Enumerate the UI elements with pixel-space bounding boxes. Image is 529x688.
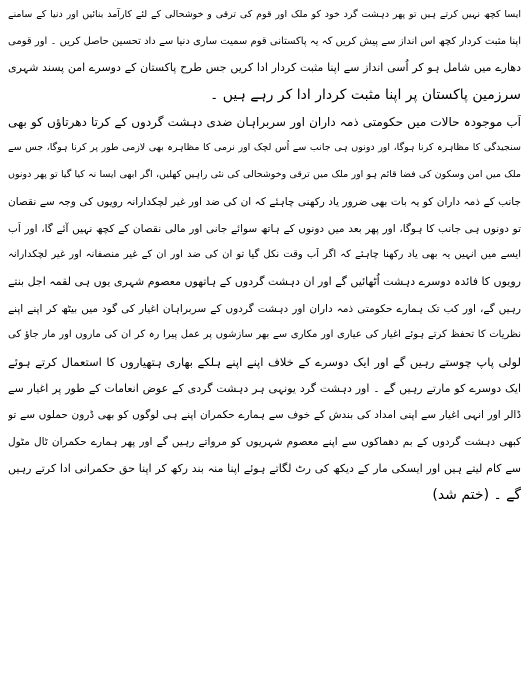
text-line: ایسے میں انہیں یہ بھی یاد رکھنا چاہئے کہ اگر اَب وقت نکل گیا تو ان کی ضد اور ان کے غیر منصفانہ اور غیر لچکدارانہ [8,249,521,261]
text-line: ملک میں امن وسکون کی فضا قائم ہو اور ملک میں ترقی وخوشحالی کی نئی راہیں کھلیں، اگر ابھی ایسا نہ کیا گیا تو پھر دونوں [8,169,521,181]
text-line: دھارے میں شامل ہو کر اُسی انداز سے اپنا مثبت کردار ادا کریں جس طرح پاکستان کے دوسرے امن پسند شہری [8,61,521,75]
text-line: ایک دوسرے کو مارتے رہیں گے ۔ اور دہشت گرد یونہی ہر دہشت گردی کے عوض انعامات کے طور پر اغیار سے [8,381,521,395]
text-line: سرزمین پاکستان پر اپنا مثبت کردار ادا کر رہے ہیں ۔ [210,87,521,104]
paragraph-main [8,109,521,509]
text-line: ڈالر اور انہی اغیار سے اپنی امداد کی بندش کے خوف سے ہمارے حکمران اپنے ہی لوگوں کو بھی ڈرون حملوں سے تو [8,409,521,422]
text-line: تو دونوں ہی جانب کا ہوگا، اور پھر بعد میں دونوں کے ہاتھ سوائے جانی اور مالی نقصان کے کچھ نہیں آئے گا، اور اَب [8,222,521,235]
text-line: رہیں گے، اور کب تک ہمارے حکومتی ذمہ داران اور دہشت گردوں کے سربراہان اغیار کی گود میں بیٹھ کر اپنے اپنے [8,302,521,315]
text-line: نظریات کا تحفظ کرتے ہوئے اغیار کی عیاری اور مکاری سے بھر سازشوں پر عمل پیرا رہ کر ان کی ماروں اور مار جاؤ کی [8,329,521,341]
text-line: جانب کے ذمہ داران کو یہ بات بھی ضرور یاد رکھنی چاہئے کہ ان کی ضد اور غیر لچکدارانہ رویوں کی وجہ سے نقصان [8,195,521,208]
text-line: اَب موجودہ حالات میں حکومتی ذمہ داران اور سربراہان ضدی دہشت گردوں کے کرتا دھرتاؤں کو بھی [8,114,521,129]
text-line: رویوں کا فائدہ دوسرے دہشت اُٹھائیں گے اور ان دہشت گردوں کے ہاتھوں معصوم شہری یوں ہی لقمہ اجل بنتے [8,274,521,288]
paragraph-closing [8,2,521,109]
text-line: لولی پاپ چوستے رہیں گے اور ایک دوسرے کے خلاف اپنے اپنے ہلکے بھاری ہتھیاروں کا استعمال کرتے ہوئے [8,354,521,369]
text-line: سے کام لیتے ہیں اور ایسکی مار کے دیکھ کی رٹ لگاتے ہوئے اپنا منہ بند رکھ کر اپنا حق حکمرانی ادا کرتے رہیں [8,461,521,475]
text-line: ایسا کچھ نہیں کرتے ہیں تو پھر دہشت گرد خود کو ملک اور قوم کی ترقی و خوشحالی کے لئے کارآمد بنائیں اور دنیا کے سامنے [8,9,521,20]
text-line: سنجیدگی کا مظاہرہ کرنا ہوگا، اور دونوں ہی جانب سے اُس لچک اور نرمی کا مظاہرہ بھی لازمی طور پر کرنا ہوگا، جس سے [8,142,521,154]
text-line-end: گے ۔ (ختم شد) [432,487,521,504]
text-line: کبھی دہشت گردوں کے بم دھماکوں سے اپنے معصوم شہریوں کو مرواتے رہیں گے اور پھر ہمارے حکمران ٹال مٹول [8,436,521,448]
text-line: اپنا مثبت کردار کچھ اس انداز سے پیش کریں کہ یہ پاکستانی قوم سمیت ساری دنیا سے داد تحسین حاصل کریں ۔ اور قومی [8,35,521,47]
